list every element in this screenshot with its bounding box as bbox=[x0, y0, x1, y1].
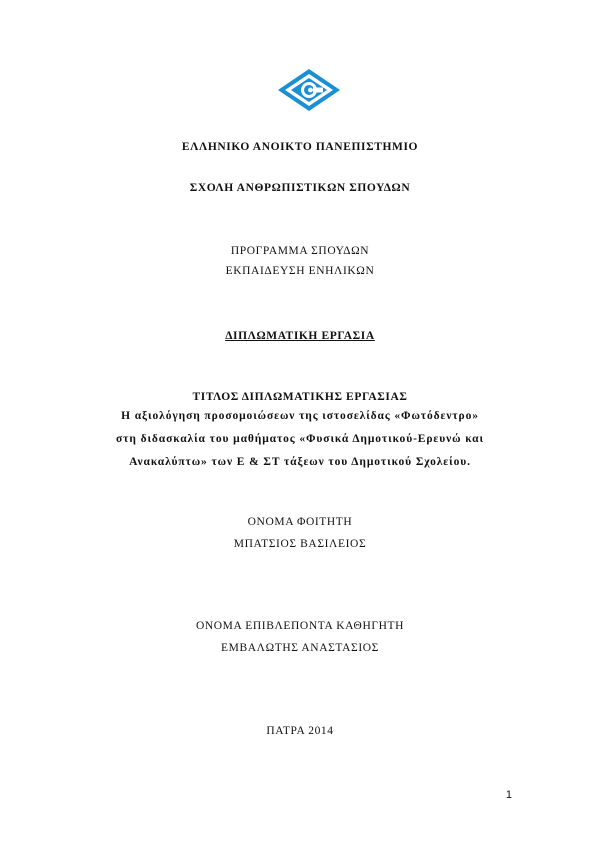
supervisor-name: ΕΜΒΑΛΩΤΗΣ ΑΝΑΣΤΑΣΙΟΣ bbox=[221, 642, 379, 654]
thesis-heading: ΔΙΠΛΩΜΑΤΙΚΗ ΕΡΓΑΣΙΑ bbox=[225, 330, 375, 342]
place-date: ΠΑΤΡΑ 2014 bbox=[266, 725, 334, 737]
thesis-title-line: στη διδασκαλία του μαθήματος «Φυσικά Δημοτικού-Ερευνώ και bbox=[116, 433, 484, 445]
thesis-title-line: Η αξιολόγηση προσομοιώσεων της ιστοσελίδας «Φωτόδεντρο» bbox=[121, 410, 479, 422]
program-name: ΕΚΠΑΙΔΕΥΣΗ ΕΝΗΛΙΚΩΝ bbox=[225, 265, 375, 277]
university-logo-icon bbox=[277, 68, 341, 112]
title-label: ΤΙΤΛΟΣ ΔΙΠΛΩΜΑΤΙΚΗΣ ΕΡΓΑΣΙΑΣ bbox=[192, 391, 408, 403]
student-name: ΜΠΑΤΣΙΟΣ ΒΑΣΙΛΕΙΟΣ bbox=[233, 538, 367, 550]
student-label: ΟΝΟΜΑ ΦΟΙΤΗΤΗ bbox=[247, 516, 353, 528]
thesis-title-line: Ανακαλύπτω» των Ε & ΣΤ τάξεων του Δημοτικού Σχολείου. bbox=[129, 456, 471, 468]
supervisor-label: ΟΝΟΜΑ ΕΠΙΒΛΕΠΟΝΤΑ ΚΑΘΗΓΗΤΗ bbox=[195, 620, 405, 632]
program-label: ΠΡΟΓΡΑΜΜΑ ΣΠΟΥΔΩΝ bbox=[230, 245, 370, 257]
university-name: ΕΛΛΗΝΙΚΟ ΑΝΟΙΚΤΟ ΠΑΝΕΠΙΣΤΗΜΙΟ bbox=[181, 141, 419, 153]
school-name: ΣΧΟΛΗ ΑΝΘΡΩΠΙΣΤΙΚΩΝ ΣΠΟΥΔΩΝ bbox=[189, 182, 411, 194]
page-number: 1 bbox=[505, 789, 512, 801]
